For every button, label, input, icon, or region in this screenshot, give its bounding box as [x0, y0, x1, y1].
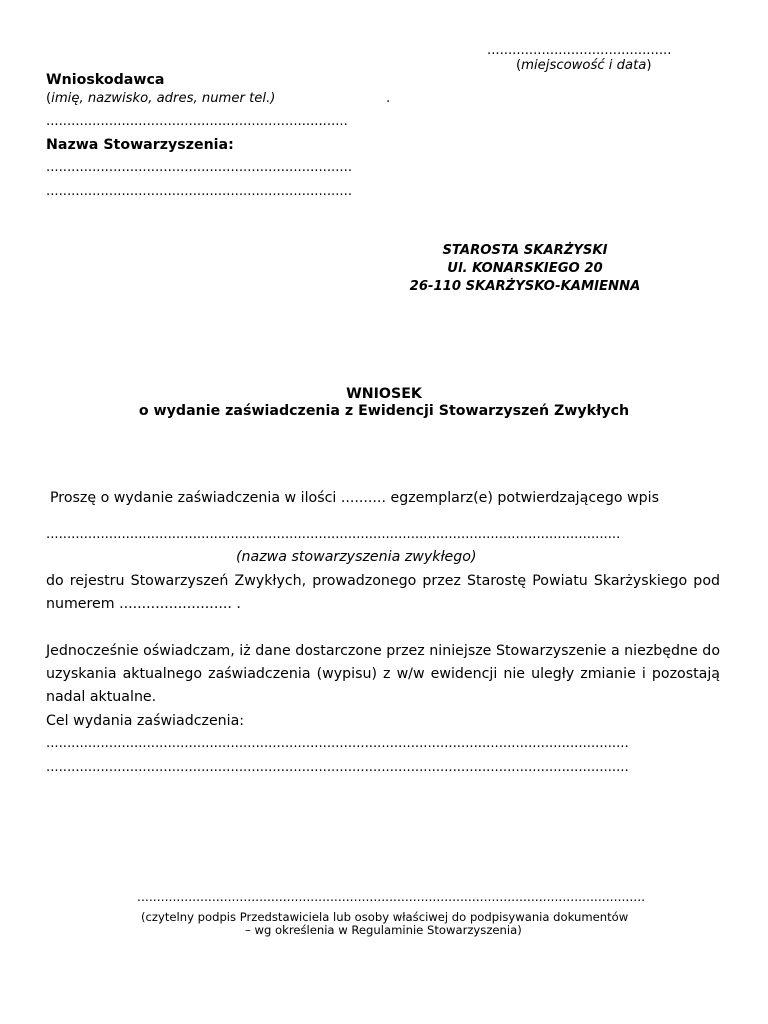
- applicant-hint: [46, 91, 275, 106]
- association-fill-line-1: .........................................................................: [46, 160, 353, 175]
- applicant-hint-dot: .: [386, 91, 391, 106]
- signature-caption-line-2: – wg określenia w Regulaminie Stowarzyszenia): [245, 923, 522, 937]
- purpose-label: Cel wydania zaświadczenia:: [46, 713, 245, 729]
- place-date-dots: ............................................: [487, 43, 672, 58]
- applicant-hint-open-paren: (: [46, 91, 52, 106]
- declaration-line-3: nadal aktualne.: [46, 689, 157, 705]
- document-title: WNIOSEK: [346, 386, 422, 402]
- place-date-open-paren: (: [516, 58, 522, 73]
- association-fill-line-2: .........................................................................: [46, 184, 353, 199]
- place-date-caption: [516, 58, 652, 73]
- request-line: Proszę o wydanie zaświadczenia w ilości .......... egzemplarz(e) potwierdzającego wpis: [50, 490, 659, 506]
- registry-line-1: do rejestru Stowarzyszeń Zwykłych, prowadzonego przez Starostę Powiatu Skarżyskiego pod: [46, 573, 720, 589]
- association-heading: Nazwa Stowarzyszenia:: [46, 137, 234, 153]
- addressee-line-2: Ul. KONARSKIEGO 20: [447, 261, 603, 276]
- declaration-line-2: uzyskania aktualnego zaświadczenia (wypisu) z w/w ewidencji nie uległy zmianie i pozostają: [46, 666, 720, 682]
- declaration-line-1: Jednocześnie oświadczam, iż dane dostarczone przez niniejsze Stowarzyszenie a niezbędne do: [46, 643, 720, 659]
- association-name-fill-line: .........................................................................................................................................: [46, 527, 621, 542]
- purpose-fill-line-2: ...........................................................................................................................................: [46, 760, 629, 775]
- place-date-label: miejscowość i data: [521, 58, 647, 73]
- applicant-hint-text: imię, nazwisko, adres, numer tel.): [51, 91, 276, 106]
- applicant-heading: Wnioskodawca: [46, 72, 165, 88]
- purpose-fill-line-1: ...........................................................................................................................................: [46, 736, 629, 751]
- place-date-close-paren: ): [646, 58, 652, 73]
- document-subtitle: o wydanie zaświadczenia z Ewidencji Stowarzyszeń Zwykłych: [138, 403, 630, 419]
- registry-line-2: numerem ......................... .: [46, 596, 241, 612]
- association-name-caption: (nazwa stowarzyszenia zwykłego): [236, 549, 477, 565]
- addressee-line-1: STAROSTA SKARŻYSKI: [442, 243, 608, 258]
- applicant-fill-line: ........................................................................: [46, 114, 348, 129]
- signature-fill-line: .................................................................................................................................: [137, 889, 646, 904]
- signature-caption-line-1: (czytelny podpis Przedstawiciela lub osoby właściwej do podpisywania dokumentów: [141, 910, 629, 924]
- addressee-line-3: 26-110 SKARŻYSKO-KAMIENNA: [409, 279, 641, 294]
